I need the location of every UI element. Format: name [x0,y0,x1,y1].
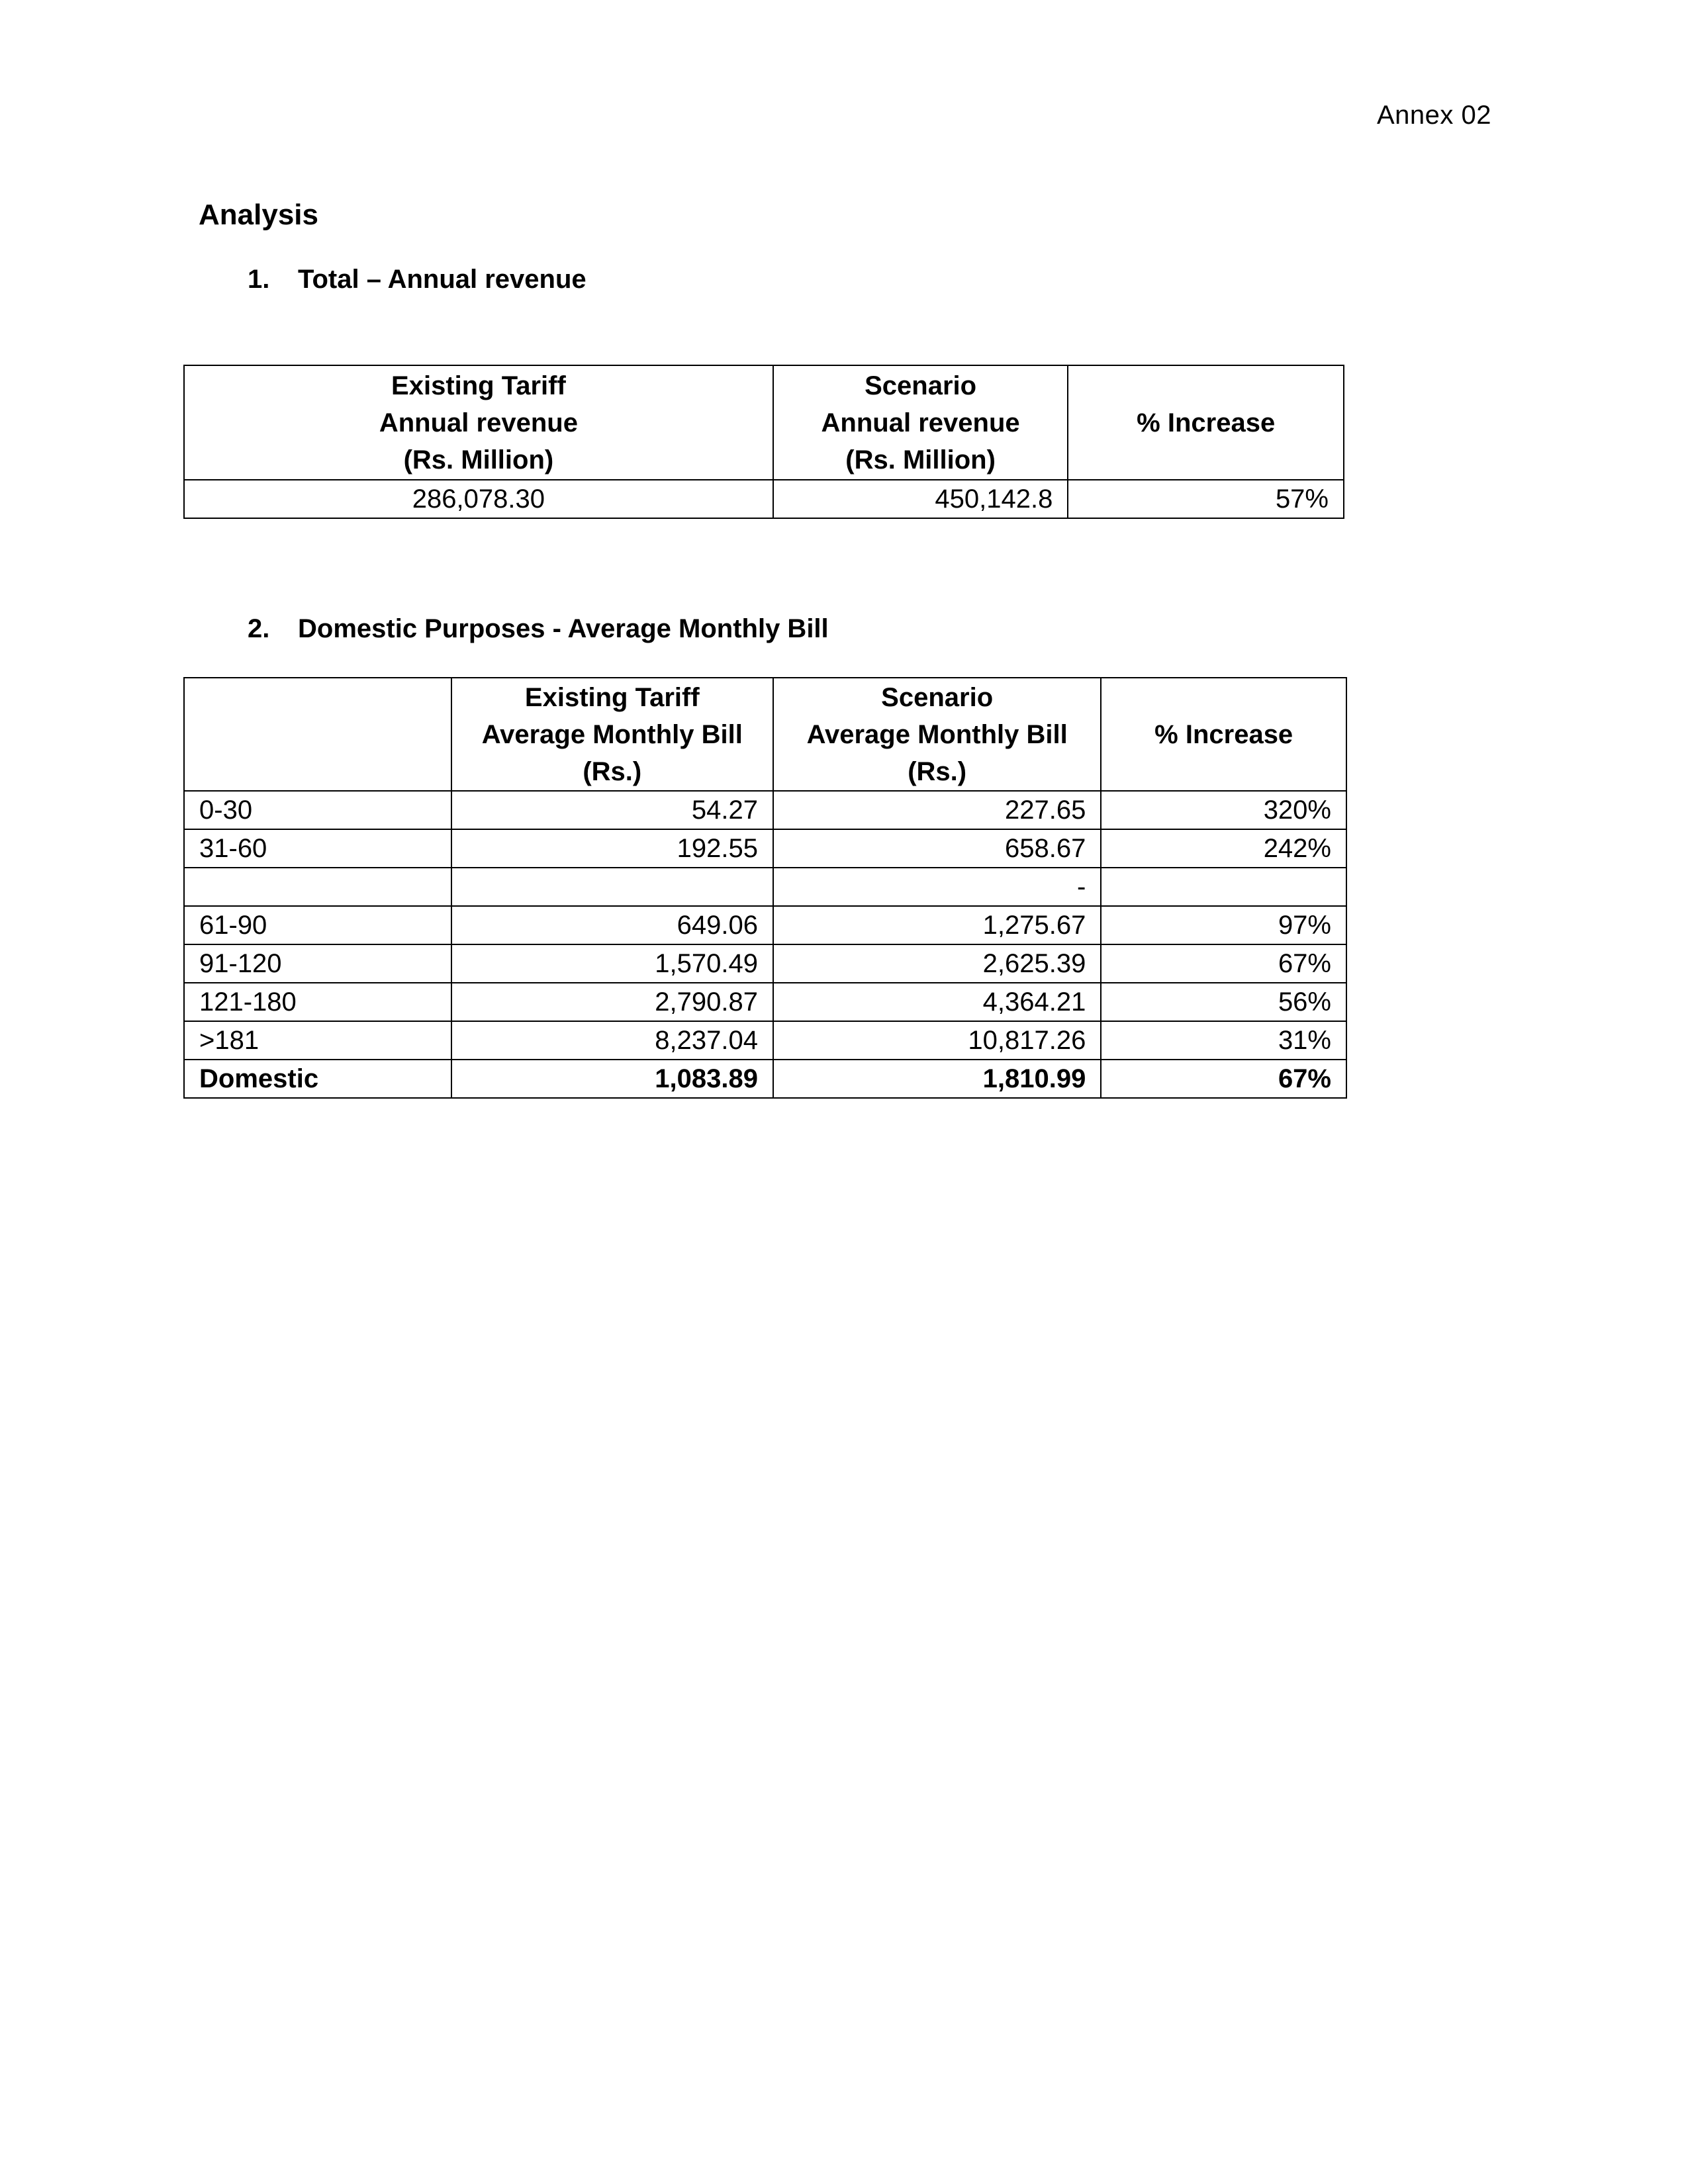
column-header-scenario: Scenario Annual revenue (Rs. Million) [773,365,1068,480]
total-existing-cell: 1,083.89 [451,1060,773,1098]
range-cell [184,868,451,906]
section-2-number: 2. [248,614,270,643]
increase-cell: 31% [1101,1021,1346,1060]
scenario-bill-cell: 658.67 [773,829,1101,868]
table-row [184,944,1346,983]
range-cell: 61-90 [184,906,451,944]
table-row [184,480,1344,518]
existing-bill-cell: 649.06 [451,906,773,944]
section-2-heading [248,614,829,644]
total-increase-cell: 67% [1101,1060,1346,1098]
increase-cell: 242% [1101,829,1346,868]
table-row [184,791,1346,829]
scenario-bill-cell: 227.65 [773,791,1101,829]
page-title: Analysis [199,199,318,231]
existing-bill-cell: 8,237.04 [451,1021,773,1060]
section-2-title: Domestic Purposes - Average Monthly Bill [298,614,829,643]
table-header-row [184,365,1344,480]
total-label-cell: Domestic [184,1060,451,1098]
column-header-range [184,678,451,791]
table-row [184,983,1346,1021]
annual-revenue-table [183,365,1344,519]
existing-bill-cell: 2,790.87 [451,983,773,1021]
table-row [184,906,1346,944]
column-header-increase: % Increase [1068,365,1344,480]
increase-cell [1101,868,1346,906]
scenario-bill-cell: 10,817.26 [773,1021,1101,1060]
increase-cell: 97% [1101,906,1346,944]
table-row [184,868,1346,906]
column-header-scenario: Scenario Average Monthly Bill (Rs.) [773,678,1101,791]
range-cell: 91-120 [184,944,451,983]
table-row [184,829,1346,868]
range-cell: >181 [184,1021,451,1060]
increase-cell: 56% [1101,983,1346,1021]
scenario-bill-cell: 2,625.39 [773,944,1101,983]
scenario-bill-cell: 4,364.21 [773,983,1101,1021]
existing-bill-cell: 54.27 [451,791,773,829]
annex-label: Annex 02 [1377,101,1492,130]
scenario-revenue-cell: 450,142.8 [773,480,1068,518]
total-row [184,1060,1346,1098]
section-1-title: Total – Annual revenue [298,265,586,294]
range-cell: 121-180 [184,983,451,1021]
table-header-row [184,678,1346,791]
increase-cell: 57% [1068,480,1344,518]
column-header-existing-tariff: Existing Tariff Annual revenue (Rs. Million) [184,365,773,480]
domestic-bill-table [183,677,1347,1099]
increase-cell: 320% [1101,791,1346,829]
section-1-heading [248,265,586,295]
range-cell: 31-60 [184,829,451,868]
scenario-bill-cell: 1,275.67 [773,906,1101,944]
existing-bill-cell [451,868,773,906]
section-1-number: 1. [248,265,270,294]
existing-bill-cell: 1,570.49 [451,944,773,983]
increase-cell: 67% [1101,944,1346,983]
table-row [184,1021,1346,1060]
column-header-increase: % Increase [1101,678,1346,791]
existing-revenue-cell: 286,078.30 [184,480,773,518]
column-header-existing-tariff: Existing Tariff Average Monthly Bill (Rs.) [451,678,773,791]
existing-bill-cell: 192.55 [451,829,773,868]
total-scenario-cell: 1,810.99 [773,1060,1101,1098]
scenario-bill-cell: - [773,868,1101,906]
range-cell: 0-30 [184,791,451,829]
